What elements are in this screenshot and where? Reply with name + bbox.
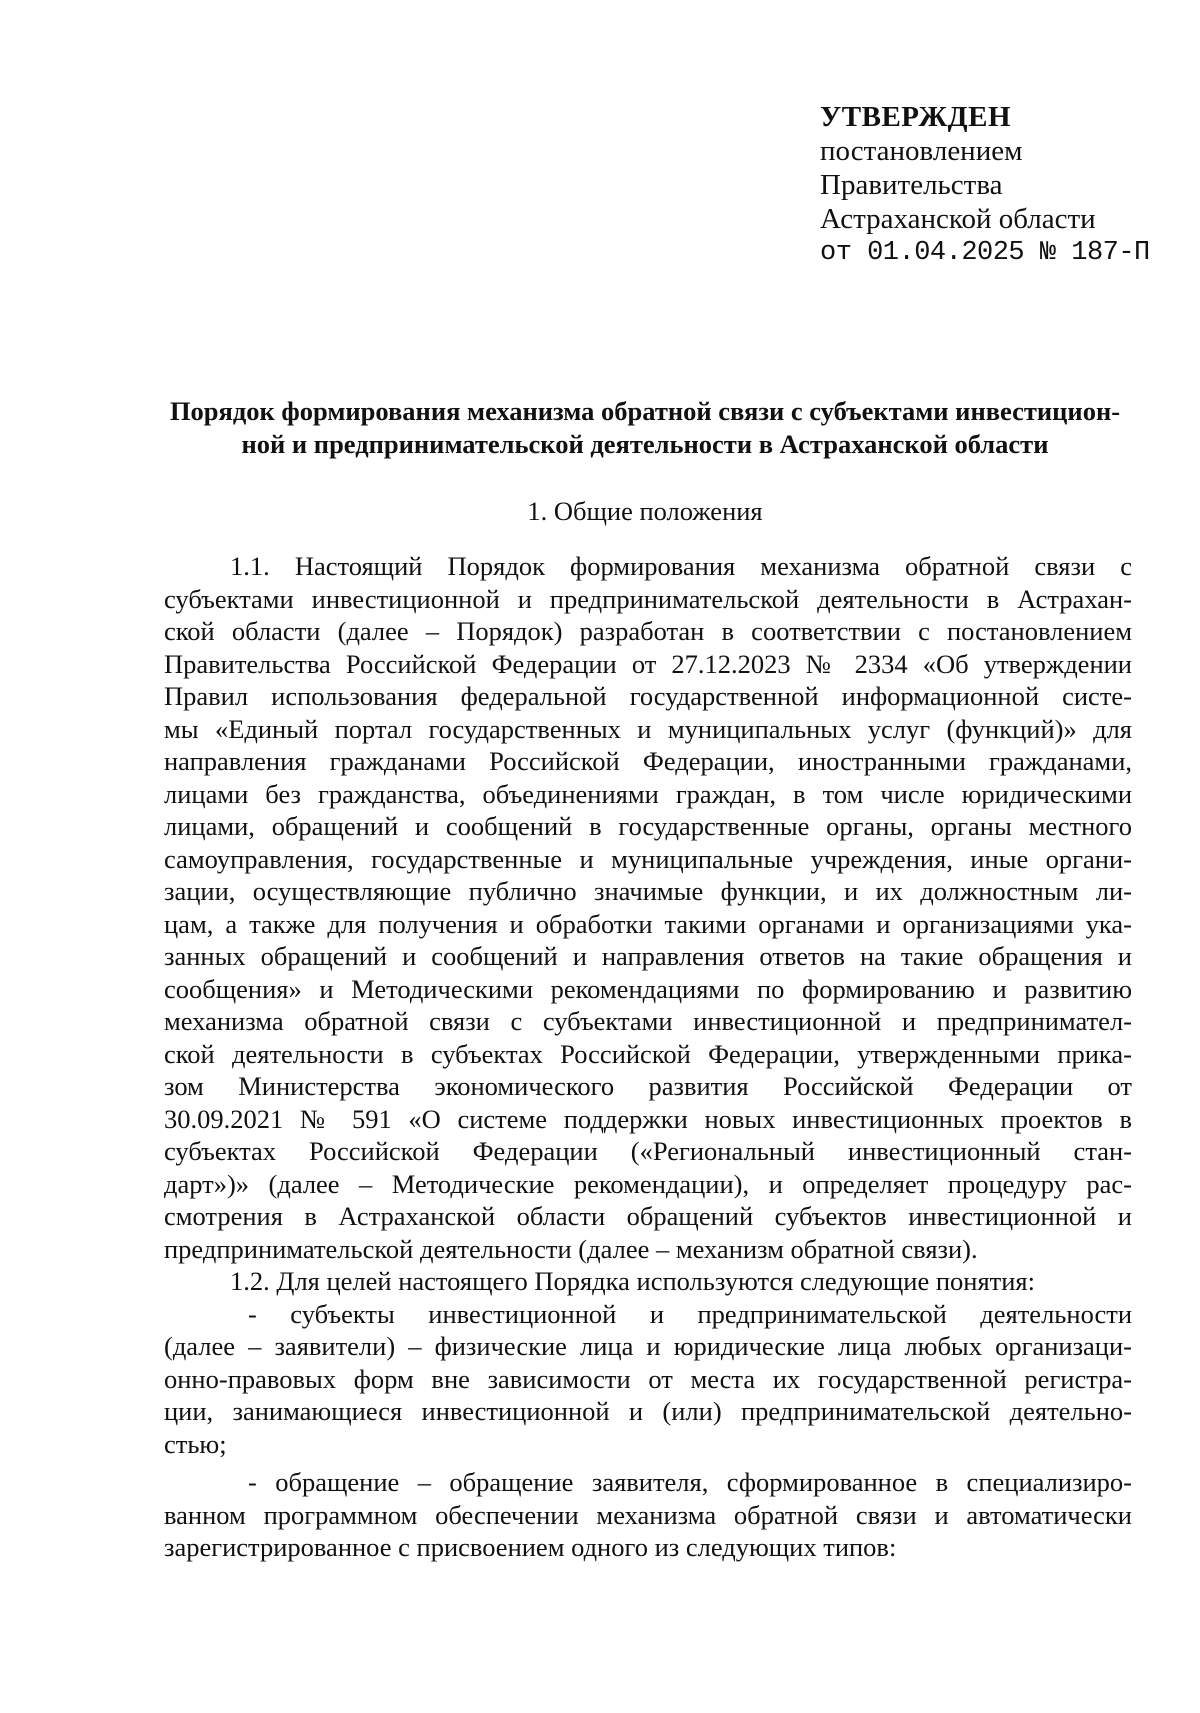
document-body: [164, 550, 1132, 1564]
text-line: сообщения» и Методическими рекомендациями по формированию и развитию: [164, 973, 1132, 1004]
approval-line: постановлением: [820, 135, 1023, 167]
text-line: (далее – заявители) – физические лица и юридические лица любых организаци-: [164, 1331, 1132, 1361]
section-heading: 1. Общие положения: [527, 496, 763, 526]
text-line: лицами, обращений и сообщений в государственные органы, органы местного: [164, 811, 1132, 841]
text-line: предпринимательской деятельности (далее – механизм обратной связи).: [164, 1233, 978, 1264]
text-line: 1.1. Настоящий Порядок формирования механизма обратной связи с: [230, 551, 1132, 581]
paragraph-1-1: [164, 550, 1132, 1265]
text-line: субъектах Российской Федерации («Региональный инвестиционный стан-: [164, 1136, 1132, 1166]
text-line: мы «Единый портал государственных и муниципальных услуг (функций)» для: [164, 713, 1132, 744]
text-line: направления гражданами Российской Федерации, иностранными гражданами,: [164, 746, 1132, 776]
text-line: - обращение – обращение заявителя, сформированное в специализиро-: [248, 1467, 1132, 1497]
text-line: дарт»)» (далее – Методические рекомендации), и определяет процедуру рас-: [164, 1168, 1132, 1199]
text-line: цам, а также для получения и обработки такими органами и организациями ука-: [164, 908, 1132, 939]
text-line: самоуправления, государственные и муниципальные учреждения, иные органи-: [164, 843, 1132, 874]
text-line: ской области (далее – Порядок) разработан в соответствии с постановлением: [164, 616, 1132, 646]
approval-date-number: от 01.04.2025 № 187-П: [820, 238, 1150, 268]
text-line: смотрения в Астраханской области обращений субъектов инвестиционной и: [164, 1201, 1132, 1231]
text-line: занных обращений и сообщений и направления ответов на такие обращения и: [164, 941, 1132, 971]
text-line: субъектами инвестиционной и предпринимательской деятельности в Астрахан-: [164, 583, 1132, 614]
text-line: ванном программном обеспечении механизма обратной связи и автоматически: [164, 1499, 1132, 1530]
text-line: зарегистрированное с присвоением одного из следующих типов:: [164, 1532, 897, 1562]
text-line: онно-правовых форм вне зависимости от места их государственной регистра-: [164, 1363, 1132, 1394]
text-line: ской деятельности в субъектах Российской Федерации, утвержденными прика-: [164, 1038, 1132, 1069]
document-title-line: ной и предпринимательской деятельности в Астраханской области: [241, 429, 1049, 459]
document-title-line: Порядок формирования механизма обратной связи с субъектами инвестицион-: [169, 396, 1121, 426]
text-line: механизма обратной связи с субъектами инвестиционной и предпринимател-: [164, 1006, 1132, 1036]
text-line: - субъекты инвестиционной и предпринимательской деятельности: [248, 1298, 1132, 1329]
approval-line: Астраханской области: [820, 203, 1096, 235]
definition-appeal: [164, 1466, 1132, 1564]
definition-subjects: [164, 1298, 1132, 1461]
text-line: ции, занимающиеся инвестиционной и (или) предпринимательской деятельно-: [164, 1396, 1132, 1426]
text-line: Правительства Российской Федерации от 27.12.2023 № 2334 «Об утверждении: [164, 648, 1132, 679]
document-title: [160, 395, 1130, 461]
paragraph-1-2: [164, 1265, 1132, 1298]
text-line: Правил использования федеральной государственной информационной систе-: [164, 681, 1132, 711]
text-line: 30.09.2021 № 591 «О системе поддержки новых инвестиционных проектов в: [164, 1103, 1132, 1134]
approval-heading: УТВЕРЖДЕН: [820, 101, 1012, 133]
text-line: зации, осуществляющие публично значимые функции, и их должностным ли-: [164, 876, 1132, 906]
text-line: зом Министерства экономического развития Российской Федерации от: [164, 1071, 1132, 1101]
text-line: стью;: [164, 1428, 227, 1459]
approval-stamp: [820, 100, 1150, 270]
text-line: 1.2. Для целей настоящего Порядка используются следующие понятия:: [230, 1266, 1035, 1296]
approval-line: Правительства: [820, 169, 1003, 201]
text-line: лицами без гражданства, объединениями граждан, в том числе юридическими: [164, 778, 1132, 809]
